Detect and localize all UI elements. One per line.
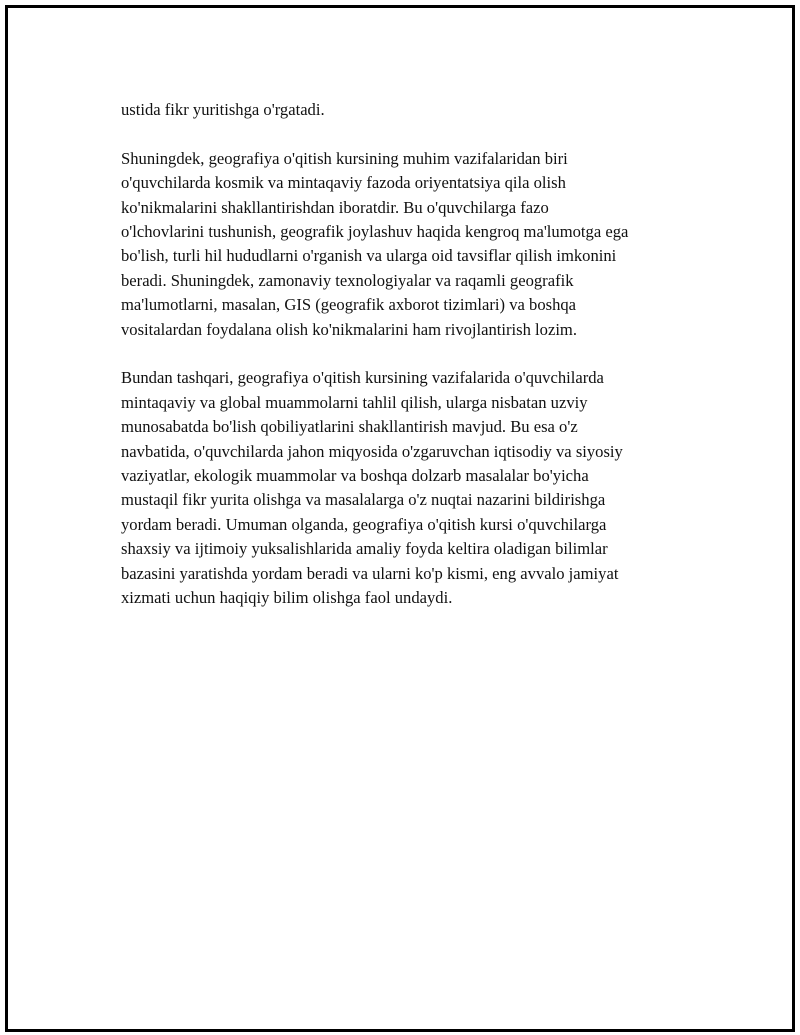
text-line: ustida fikr yuritishga o'rgatadi. xyxy=(121,100,325,119)
text-line: beradi. Shuningdek, zamonaviy texnologiyalar va raqamli geografik xyxy=(121,270,574,290)
text-line: navbatida, o'quvchilarda jahon miqyosida o'zgaruvchan iqtisodiy va siyosiy xyxy=(121,441,623,461)
paragraph-2 xyxy=(121,147,701,342)
text-line: o'lchovlarini tushunish, geografik joylashuv haqida kengroq ma'lumotga ega xyxy=(121,222,629,242)
document-page xyxy=(5,5,795,1032)
paragraph-1 xyxy=(121,98,701,122)
text-line: ma'lumotlarni, masalan, GIS (geografik axborot tizimlari) va boshqa xyxy=(121,295,577,315)
text-line: Bundan tashqari, geografiya o'qitish kursining vazifalarida o'quvchilarda xyxy=(121,368,604,388)
text-line: yordam beradi. Umuman olganda, geografiya o'qitish kursi o'quvchilarga xyxy=(121,514,607,534)
text-line: bo'lish, turli hil hududlarni o'rganish va ularga oid tavsiflar qilish imkonini xyxy=(121,246,617,266)
text-line: vaziyatlar, ekologik muammolar va boshqa dolzarb masalalar bo'yicha xyxy=(121,466,589,486)
text-line: shaxsiy va ijtimoiy yuksalishlarida amaliy foyda keltira oladigan bilimlar xyxy=(121,539,608,559)
text-line: mustaqil fikr yurita olishga va masalalarga o'z nuqtai nazarini bildirishga xyxy=(121,490,606,510)
text-line: bazasini yaratishda yordam beradi va ularni ko'p kismi, eng avvalo jamiyat xyxy=(121,563,619,583)
text-line: Shuningdek, geografiya o'qitish kursining muhim vazifalaridan biri xyxy=(121,148,568,168)
text-line: o'quvchilarda kosmik va mintaqaviy fazoda oriyentatsiya qila olish xyxy=(121,173,566,193)
text-line: mintaqaviy va global muammolarni tahlil qilish, ularga nisbatan uzviy xyxy=(121,392,588,412)
text-line: munosabatda bo'lish qobiliyatlarini shakllantirish mavjud. Bu esa o'z xyxy=(121,417,578,437)
text-line: vositalardan foydalana olish ko'nikmalarini ham rivojlantirish lozim. xyxy=(121,319,577,339)
text-line: ko'nikmalarini shakllantirishdan iboratdir. Bu o'quvchilarga fazo xyxy=(121,197,549,217)
text-line: xizmati uchun haqiqiy bilim olishga faol undaydi. xyxy=(121,588,453,608)
paragraph-3 xyxy=(121,366,701,610)
document-body xyxy=(121,98,701,635)
